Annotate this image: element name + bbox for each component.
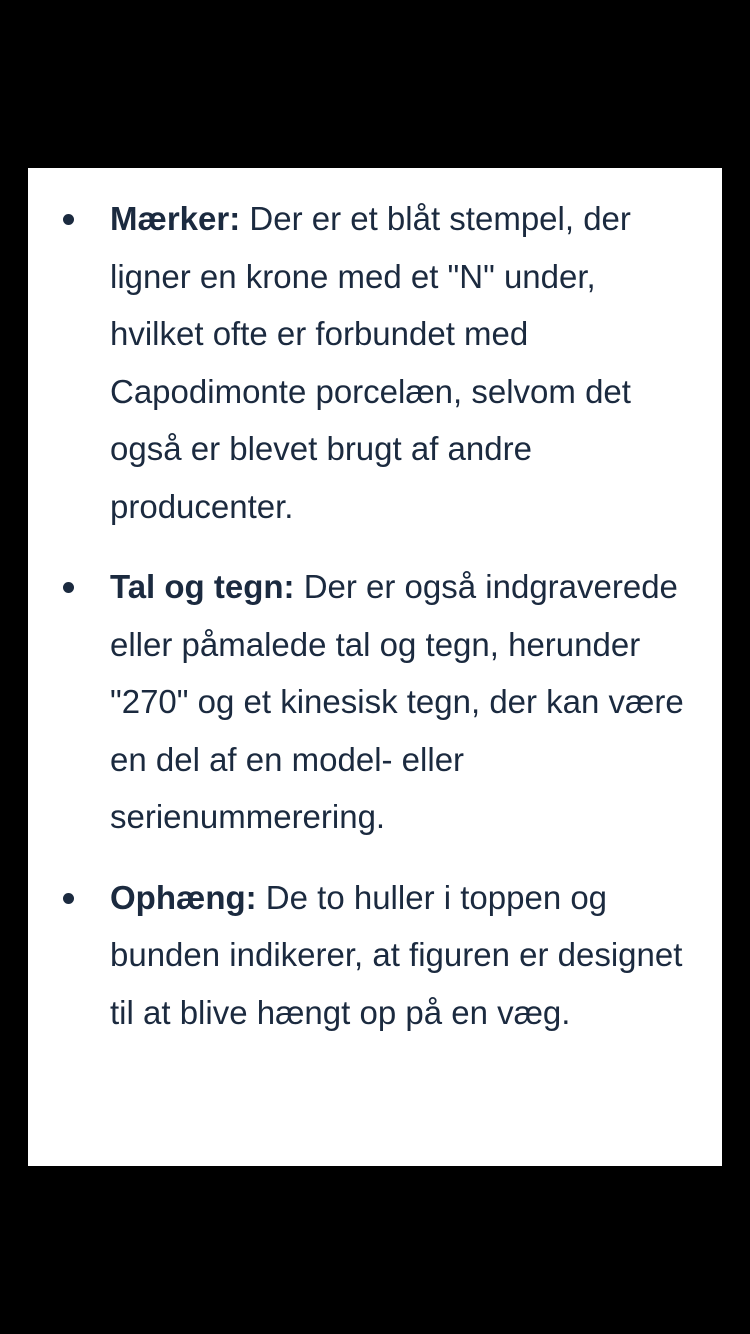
item-text: Der er også indgraverede eller påmalede tal og tegn, herunder "270" og et kinesisk tegn, der kan være en del af en model- eller serienummerering. (110, 568, 684, 835)
content-card (28, 168, 722, 1166)
bullet-icon (63, 214, 74, 225)
list-item (28, 558, 722, 846)
bullet-list (28, 190, 722, 1064)
item-term: Tal og tegn: (110, 568, 295, 605)
item-text: Der er et blåt stempel, der ligner en krone med et "N" under, hvilket ofte er forbundet med Capodimonte porcelæn, selvom det også er blevet brugt af andre producenter. (110, 200, 631, 525)
item-text: De to huller i toppen og bunden indikerer, at figuren er designet til at blive hængt op på en væg. (110, 878, 683, 1031)
bullet-icon (63, 582, 74, 593)
item-term: Mærker: (110, 200, 241, 237)
bullet-icon (63, 893, 74, 904)
item-term: Ophæng: (110, 878, 257, 916)
list-item (28, 869, 722, 1042)
list-item (28, 190, 722, 535)
